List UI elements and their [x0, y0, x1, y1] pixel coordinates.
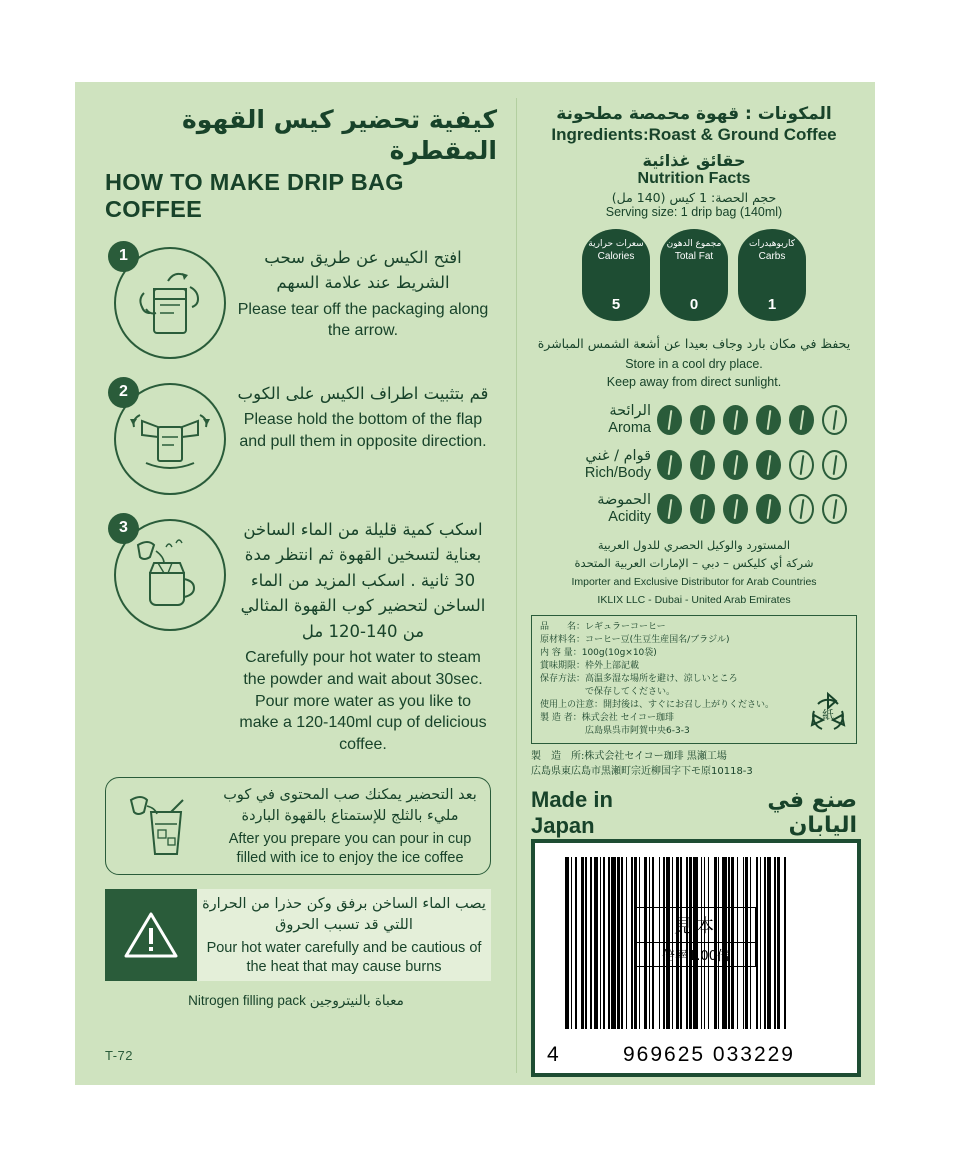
rating-row-aroma [535, 402, 853, 438]
manufacturer-line2: 広島県東広島市黒瀬町宗近柳国字下モ原10118-3 [531, 765, 753, 777]
nitrogen-note-arabic: معباة بالنيتروجين [309, 993, 404, 1010]
step-illustration [105, 379, 235, 495]
step-text-english: Please tear off the packaging along the arrow. [237, 300, 489, 340]
jp-line: 原材料名：コーヒー豆(生豆生産国名/ブラジル) [540, 634, 730, 645]
bean-empty [789, 450, 814, 480]
step-text-english: Carefully pour hot water to steam the powder and wait about 30sec. Pour more water as you like to make a 120-140ml cup of delicious coffee. [239, 649, 487, 753]
bean-filled [690, 405, 715, 435]
rating-beans [651, 405, 847, 435]
nutrition-column [517, 82, 875, 1085]
warning-text [197, 889, 491, 981]
step-circle-3 [114, 519, 226, 631]
rating-label-english: Rich/Body [584, 464, 651, 481]
storage-instructions [531, 335, 857, 390]
barcode-digits [547, 1043, 845, 1067]
instructions-title-english: HOW TO MAKE DRIP BAG COFFEE [105, 168, 404, 222]
sample-text: 見本 [674, 916, 718, 937]
rating-label [535, 447, 651, 483]
step-illustration [105, 243, 235, 359]
nutrition-badge-calories [582, 229, 650, 321]
importer-english-line2: IKLIX LLC - Dubai - United Arab Emirates [597, 593, 791, 606]
storage-english-line1: Store in a cool dry place. [625, 356, 763, 371]
step-number-badge: 2 [108, 377, 139, 408]
jp-line: 製 造 者：株式会社 セイコー珈琲 [540, 713, 674, 724]
nutrition-badge-label-english: Calories [597, 251, 635, 263]
rating-row-rich-body [535, 447, 853, 483]
ice-glass-illustration [116, 790, 220, 862]
nutrition-badge-value: 5 [611, 296, 621, 313]
rating-label-english: Acidity [608, 509, 651, 526]
jp-line: 広島県呉市阿賀中央6-3-3 [540, 726, 690, 737]
bean-filled [789, 405, 814, 435]
nutrition-badge-label-arabic: مجموع الدهون [666, 239, 722, 249]
jp-line: で保存してください。 [540, 687, 676, 697]
jp-line: 保存方法：高温多湿な場所を避け、涼しいところ [540, 673, 738, 684]
sample-stamp [636, 907, 756, 967]
bean-filled [756, 405, 781, 435]
bean-filled [690, 494, 715, 524]
nutrition-badge-total-fat [660, 229, 728, 321]
bean-empty [789, 494, 814, 524]
bean-filled [756, 494, 781, 524]
nutrition-badge-label-english: Carbs [758, 251, 786, 263]
rating-label-arabic: الرائحة [609, 403, 651, 420]
step-circle-2 [114, 383, 226, 495]
nutrition-badge-label-arabic: كاربوهيدرات [748, 239, 796, 249]
nutrition-badge-carbs [738, 229, 806, 321]
recycle-paper-icon [806, 691, 850, 735]
jp-line: 賞味期限：枠外上部記載 [540, 660, 640, 671]
step-circle-1 [114, 247, 226, 359]
serving-size-arabic: حجم الحصة: 1 كيس (140 مل) [611, 190, 777, 205]
ingredients-arabic: المكونات : قهوة محمصة مطحونة [556, 104, 832, 124]
package-back-panel [75, 82, 875, 1085]
step-item [105, 379, 497, 495]
step-text-arabic: اسكب كمية قليلة من الماء الساخن بعناية لتسخين القهوة ثم انتظر مدة 30 ثانية . اسكب المزيد من الماء الساخن لتحضير كوب القهوة المثالي من 140-120 مل [240, 519, 486, 641]
importer-english-line1: Importer and Exclusive Distributor for Arab Countries [571, 576, 817, 589]
importer-arabic-line2: شركة أي كليكس – دبي – الإمارات العربية المتحدة [574, 555, 814, 570]
ice-note-text [220, 785, 480, 868]
bean-filled [723, 494, 748, 524]
barcode-lead-digit: 4 [547, 1043, 561, 1066]
jp-line: 内 容 量：100g(10g×10袋) [540, 647, 657, 658]
rating-beans [651, 450, 847, 480]
nitrogen-note [105, 993, 497, 1009]
importer-info [531, 537, 857, 607]
nutrition-badge-label-arabic: سعرات حرارية [588, 239, 644, 249]
step-item [105, 515, 497, 756]
storage-english-line2: Keep away from direct sunlight. [606, 375, 782, 389]
nitrogen-note-english: Nitrogen filling pack [188, 993, 306, 1009]
bean-filled [657, 450, 682, 480]
rating-label [535, 491, 651, 527]
step-number-badge: 3 [108, 513, 139, 544]
bean-filled [723, 450, 748, 480]
warning-icon-area [105, 889, 197, 981]
ice-note-arabic: بعد التحضير يمكنك صب المحتوى في كوب مليء بالثلج للإستمتاع بالقهوة الباردة [223, 786, 477, 825]
warning-text-arabic: يصب الماء الساخن برفق وكن حذرا من الحرارة اللتي قد تسبب الحروق [202, 895, 486, 934]
bean-empty [822, 450, 847, 480]
barcode-digit-group: 969625 033229 [623, 1043, 795, 1066]
step-item [105, 243, 497, 359]
rating-label-arabic: قوام / غني [585, 447, 651, 464]
instructions-title-arabic: كيفية تحضير كيس القهوة المقطرة [182, 105, 497, 166]
warning-banner [105, 889, 491, 981]
sample-magnification: 倍率1.00倍 [637, 942, 755, 964]
warning-triangle-icon [123, 910, 179, 960]
made-in-japan-english: Made in Japan [531, 787, 613, 839]
ingredients-english: Ingredients:Roast & Ground Coffee [551, 125, 837, 144]
importer-arabic-line1: المستورد والوكيل الحصري للدول العربية [597, 537, 791, 552]
warning-text-english: Pour hot water carefully and be cautious of the heat that may cause burns [206, 940, 482, 976]
jp-line: 品 名：レギュラーコーヒー [540, 621, 666, 632]
nutrition-badges [531, 229, 857, 321]
made-in-japan [531, 787, 857, 839]
svg-text:紙: 紙 [821, 708, 835, 723]
barcode-bar [786, 857, 787, 1029]
step-text-english: Please hold the bottom of the flap and pull them in opposite direction. [239, 411, 487, 450]
step-text-arabic: قم بتثبيت اطراف الكيس على الكوب [237, 383, 489, 403]
jp-line: 使用上の注意：開封後は、すぐにお召し上がりください。 [540, 700, 775, 711]
bean-filled [657, 405, 682, 435]
barcode-block [531, 839, 861, 1077]
nutrition-facts-arabic: حقائق غذائية [642, 151, 746, 170]
nutrition-facts-english: Nutrition Facts [637, 170, 751, 187]
japanese-info-box [531, 615, 857, 744]
step-number-badge: 1 [108, 241, 139, 272]
step-text [235, 515, 497, 756]
product-code: T-72 [105, 1048, 134, 1063]
rating-label-arabic: الحموضة [597, 492, 651, 509]
ice-note-english: After you prepare you can pour in cup filled with ice to enjoy the ice coffee [228, 831, 472, 867]
rating-row-acidity [535, 491, 853, 527]
bean-filled [756, 450, 781, 480]
rating-label [535, 402, 651, 438]
serving-size-english: Serving size: 1 drip bag (140ml) [605, 205, 783, 219]
bean-filled [690, 450, 715, 480]
bean-filled [657, 494, 682, 524]
flavor-ratings [531, 402, 857, 527]
step-illustration [105, 515, 235, 631]
bean-empty [822, 405, 847, 435]
nutrition-badge-value: 0 [689, 296, 699, 313]
instructions-column [75, 82, 517, 1085]
iced-coffee-glass-icon [125, 790, 211, 862]
step-text-arabic: افتح الكيس عن طريق سحب الشريط عند علامة السهم [264, 247, 462, 293]
nutrition-badge-label-english: Total Fat [674, 251, 714, 263]
rating-beans [651, 494, 847, 524]
manufacturer-line1: 製 造 所:株式会社セイコー珈琲 黒瀬工場 [531, 751, 727, 763]
storage-arabic: يحفظ في مكان بارد وجاف بعيدا عن أشعة الشمس المباشرة [537, 336, 851, 351]
manufacturer-info [531, 750, 857, 779]
made-in-japan-arabic: صنع في اليابان [767, 788, 857, 839]
step-text [235, 379, 497, 453]
nutrition-badge-value: 1 [767, 296, 777, 313]
ice-coffee-note [105, 777, 491, 875]
bean-filled [723, 405, 748, 435]
bean-empty [822, 494, 847, 524]
step-text [235, 243, 497, 342]
rating-label-english: Aroma [608, 420, 651, 437]
